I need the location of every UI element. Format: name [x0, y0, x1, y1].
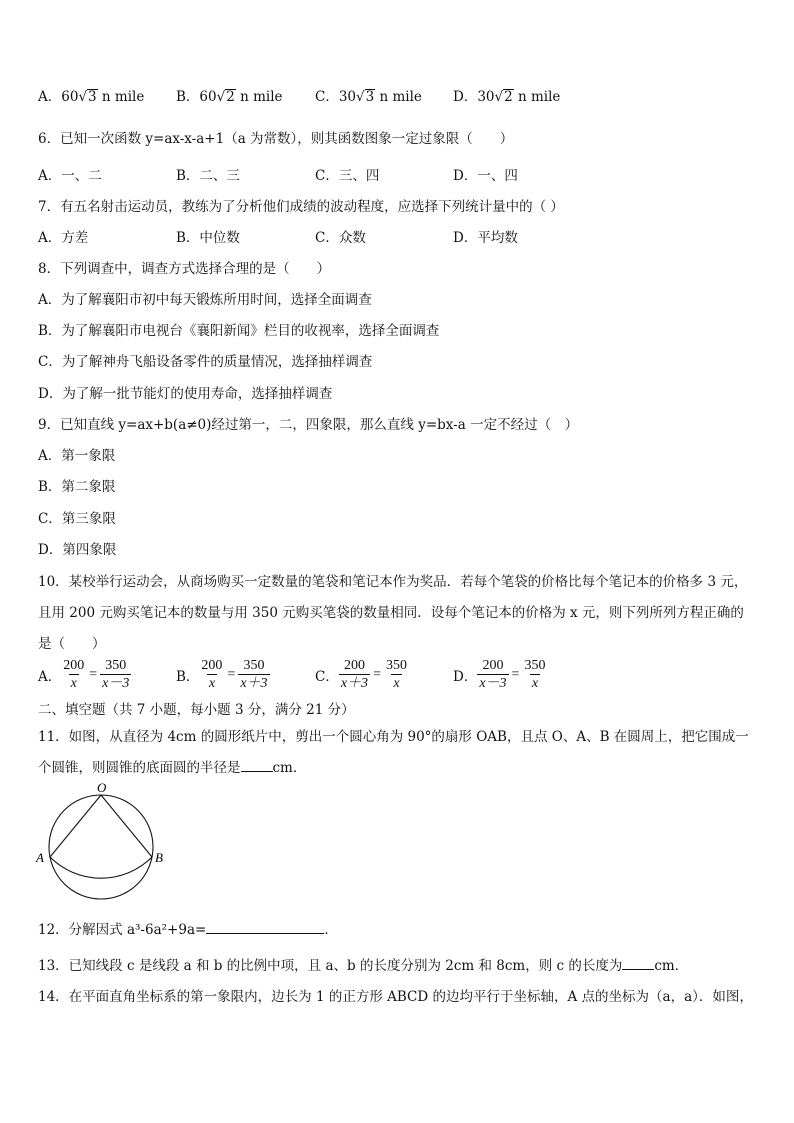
q5-option-b-unit: n mile [235, 89, 283, 105]
q5-option-a-radicand: 3 [88, 89, 97, 105]
q12-line [38, 921, 338, 939]
numerator: 350 [524, 658, 546, 673]
denominator: x＋3 [340, 676, 369, 691]
q5-option-b [176, 88, 283, 106]
equals-sign: = [373, 667, 381, 682]
q5-option-b-label: B．60 [176, 89, 217, 105]
q5-option-c-radicand: 3 [365, 89, 375, 105]
numerator: 350 [243, 658, 265, 673]
q5-option-a-label: A．60 [38, 89, 79, 105]
q8-option-d: D．为了解一批节能灯的使用寿命，选择抽样调查 [38, 386, 333, 402]
q9-stem: 9．已知直线 y=ax+b(a≠0)经过第一，二，四象限，那么直线 y=bx-a 一定不经过（ ） [38, 417, 579, 433]
numerator: 350 [385, 658, 407, 673]
q11-unit: cm． [272, 760, 307, 776]
q7-option-d: D．平均数 [453, 230, 518, 246]
q10-stem-line1: 10．某校举行运动会，从商场购买一定数量的笔袋和笔记本作为奖品．若每个笔袋的价格比每个笔记本的价格多 3 元， [38, 574, 748, 590]
q11-text: 个圆锥，则圆锥的底面圆的半径是 [38, 760, 241, 776]
q5-option-d-radicand: 2 [504, 89, 513, 105]
denominator: x－3 [479, 676, 507, 691]
q10-option-b [176, 658, 270, 692]
label-b: B [155, 850, 163, 865]
q6-option-c: C．三、四 [315, 168, 380, 184]
q10-stem-line3: 是（ ） [38, 636, 106, 652]
q12-answer-blank [206, 921, 324, 934]
sqrt-symbol: √ [494, 89, 504, 105]
q7-option-b: B．中位数 [176, 230, 240, 246]
denominator: x [70, 676, 77, 691]
q7-option-c: C．众数 [315, 230, 366, 246]
q5-option-c-label: C．30 [315, 89, 357, 105]
q10-option-d [453, 658, 547, 692]
q5-option-c [315, 88, 422, 106]
q6-stem: 6．已知一次函数 y=ax-x-a+1（a 为常数），则其函数图象一定过象限（ ） [38, 131, 514, 147]
numerator: 350 [105, 658, 127, 673]
q14-stem: 14．在平面直角坐标系的第一象限内，边长为 1 的正方形 ABCD 的边均平行于坐标轴，A 点的坐标为（a，a）．如图， [38, 989, 753, 1005]
q13-text: 13．已知线段 c 是线段 a 和 b 的比例中项，且 a、b 的长度分别为 2cm 和 8cm，则 c 的长度为 [38, 958, 623, 974]
q7-option-a: A．方差 [38, 230, 89, 246]
sqrt-symbol: √ [356, 89, 365, 105]
equals-sign: = [511, 667, 520, 682]
sqrt-symbol: √ [216, 89, 226, 105]
q10-option-a-label: A． [38, 669, 62, 685]
q10-option-a [38, 658, 131, 692]
equals-sign: = [227, 667, 236, 682]
q9-option-a: A．第一象限 [38, 448, 116, 464]
q13-line [38, 957, 688, 975]
q8-stem: 8．下列调查中，调查方式选择合理的是（ ） [38, 261, 331, 277]
fraction-right [238, 658, 269, 692]
fraction-right [384, 658, 409, 692]
fraction-right [522, 658, 547, 692]
label-a: A [36, 850, 44, 865]
q8-option-a: A．为了解襄阳市初中每天锻炼所用时间，选择全面调查 [38, 292, 372, 308]
denominator: x＋3 [240, 676, 268, 691]
q5-option-b-radicand: 2 [226, 89, 235, 105]
sector-arc [50, 857, 152, 878]
fraction-right [100, 658, 131, 692]
numerator: 200 [482, 658, 504, 673]
denominator: x－3 [102, 676, 130, 691]
q10-option-c [315, 658, 409, 692]
q5-option-d-label: D．30 [453, 89, 495, 105]
q6-option-a: A．一、二 [38, 168, 102, 184]
numerator: 200 [343, 658, 365, 673]
fraction-left [477, 658, 508, 692]
fraction-left [339, 658, 370, 692]
q8-option-b: B．为了解襄阳市电视台《襄阳新闻》栏目的收视率，选择全面调查 [38, 323, 440, 339]
q10-stem-line2: 且用 200 元购买笔记本的数量与用 350 元购买笔袋的数量相同．设每个笔记本的价格为 x 元，则下列所列方程正确的 [38, 605, 744, 621]
q6-option-b: B．二、三 [176, 168, 240, 184]
q5-option-d-unit: n mile [513, 89, 561, 105]
q10-option-d-label: D． [453, 669, 478, 685]
section-heading: 二、填空题（共 7 小题，每小题 3 分，满分 21 分） [38, 702, 355, 718]
radius-ob [101, 795, 152, 857]
denominator: x [393, 676, 400, 691]
sqrt-symbol: √ [78, 89, 88, 105]
outer-circle [49, 795, 153, 899]
q9-option-c: C．第三象限 [38, 511, 116, 527]
numerator: 200 [201, 658, 223, 673]
q13-unit: cm． [654, 958, 689, 974]
q7-stem: 7．有五名射击运动员，教练为了分析他们成绩的波动程度，应选择下列统计量中的（ ） [38, 199, 564, 215]
label-o: O [97, 783, 107, 795]
q11-stem-line2 [38, 759, 306, 777]
denominator: x [531, 676, 539, 691]
q12-end: ． [324, 922, 338, 938]
q12-text: 12．分解因式 a³-6a²+9a= [38, 922, 207, 938]
fraction-left [199, 658, 224, 692]
q9-option-d: D．第四象限 [38, 542, 117, 558]
radius-oa [50, 795, 101, 857]
q6-option-d: D．一、四 [453, 168, 518, 184]
q8-option-c: C．为了解神舟飞船设备零件的质量情况，选择抽样调查 [38, 354, 373, 370]
q11-figure [34, 783, 174, 903]
q11-stem-line1: 11．如图，从直径为 4cm 的圆形纸片中，剪出一个圆心角为 90°的扇形 OAB，且点 O、A、B 在圆周上，把它围成一 [38, 729, 749, 745]
q5-option-c-unit: n mile [375, 89, 422, 105]
numerator: 200 [63, 658, 85, 673]
denominator: x [208, 676, 216, 691]
q5-option-d [453, 88, 560, 106]
equals-sign: = [89, 667, 98, 682]
q11-answer-blank [241, 759, 273, 772]
q9-option-b: B．第二象限 [38, 479, 116, 495]
q10-option-b-label: B． [176, 669, 200, 685]
fraction-left [61, 658, 86, 692]
q13-answer-blank [622, 957, 654, 970]
q10-option-c-label: C． [315, 669, 339, 685]
q5-option-a [38, 88, 144, 106]
q5-option-a-unit: n mile [97, 89, 145, 105]
